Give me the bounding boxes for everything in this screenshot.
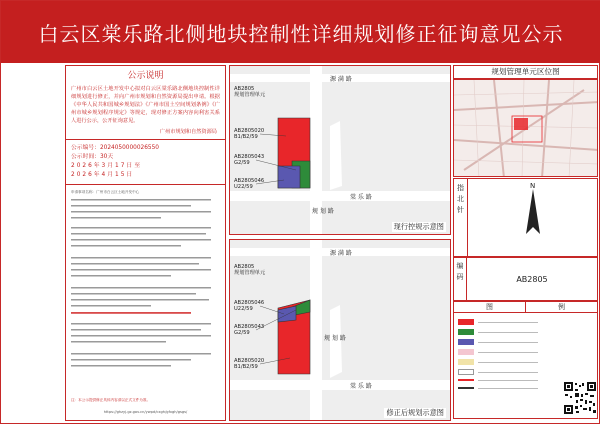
- parcel-sub-1: B1/B2/59: [234, 134, 258, 140]
- current-plan-map: [229, 65, 451, 235]
- road-label: 源 满 路: [330, 76, 352, 83]
- notice-title: 公示说明: [127, 71, 164, 81]
- road-label: 棠 乐 路: [350, 194, 372, 201]
- current-plan-svg: [230, 66, 451, 235]
- unit-ref-sub: 规划管理单元: [234, 92, 266, 98]
- notice-date-to: 2026年4月15日: [71, 172, 135, 178]
- legend-line: [478, 332, 538, 333]
- legend-swatch-red: [458, 319, 474, 325]
- fine-print: [66, 189, 225, 404]
- parcel-label-2: AB2805043: [234, 324, 265, 330]
- notice-date-from: 2026年3月17日至: [71, 163, 143, 169]
- svg-text:N: N: [530, 182, 536, 190]
- parcel-sub-3: B1/B2/59: [234, 364, 258, 370]
- revised-plan-map: [229, 239, 451, 421]
- parcel-label-1: AB2805020: [234, 128, 265, 134]
- parcel-sub-1: U22/59: [234, 306, 253, 312]
- legend-line: [478, 342, 538, 343]
- road-label: 棠 乐 路: [350, 383, 372, 390]
- code-value: AB2805: [467, 257, 598, 301]
- parcel-label-1: AB2805046: [234, 300, 265, 306]
- legend-line: [478, 352, 538, 353]
- unit-ref: AB2805: [234, 86, 255, 92]
- road-label: 规 划 路: [324, 335, 346, 342]
- location-map: [453, 79, 598, 177]
- parcel-sub-2: G2/59: [234, 160, 250, 166]
- notice-url[interactable]: https://ghzyj.gz.gov.cn/ywpd/cxgh/gfxgh/gsgs/: [103, 409, 188, 414]
- divider: [66, 139, 225, 140]
- legend-line: [478, 372, 538, 373]
- legend-swatch-green: [458, 329, 474, 335]
- north-arrow-icon: [468, 179, 599, 258]
- legend-swatch-redline: [458, 379, 474, 381]
- unit-ref: AB2805: [234, 264, 255, 270]
- legend-swatch-road: [458, 369, 474, 375]
- fine-print-line: 申请事项名称：广州市白云区土地开发中心: [71, 190, 140, 194]
- legend-swatch-pink: [458, 349, 474, 355]
- fine-print-red: 注：本公示提供修正具体内容请以正式文件为准。: [71, 398, 151, 403]
- legend-header: [453, 301, 598, 313]
- unit-ref-sub: 规划管理单元: [234, 270, 266, 276]
- legend-line: [478, 362, 538, 363]
- current-plan-caption: 现行控规示意图: [393, 222, 444, 231]
- parcel-label-2: AB2805043: [234, 154, 265, 160]
- road-label: 规 划 路: [312, 208, 334, 215]
- legend-line: [478, 322, 538, 323]
- legend-line: [478, 388, 538, 389]
- legend-line: [478, 380, 538, 381]
- notice-period: 公示时间：30天: [71, 154, 114, 160]
- code-label: 编码: [453, 257, 467, 301]
- notice-org: 广州市规划和自然资源局: [159, 129, 217, 135]
- revised-plan-svg: [230, 240, 451, 421]
- revised-plan-caption: 修正后规划示意图: [386, 408, 444, 417]
- parcel-label-3: AB2805046: [234, 178, 265, 184]
- legend-swatch-purple: [458, 339, 474, 345]
- notice-body: 广州市白云区土地开发中心拟对白云区棠乐路北侧地块控制性详细规划进行修正，并向广州市规划和自然资源局提出申请。根据《中华人民共和国城乡规划法》《广州市国土空间规划条例》《广州市城乡规划程序规定》等规定，现对修正方案内容向利害关系人进行公示，公开征询意见。: [71, 86, 220, 124]
- location-map-title: 规划管理单元区位图: [453, 65, 598, 79]
- notice-info: [66, 144, 225, 180]
- parcel-label-3: AB2805020: [234, 358, 265, 364]
- legend-swatch-blackline: [458, 387, 474, 389]
- right-panel: [453, 65, 598, 421]
- fine-print-lines: [71, 195, 221, 395]
- divider: [66, 184, 225, 185]
- parcel-sub-2: G2/59: [234, 330, 250, 336]
- notice-panel: [65, 65, 226, 421]
- legend-swatch-yellow: [458, 359, 474, 365]
- north-arrow-label: 指北针: [454, 179, 468, 258]
- road-label: 源 满 路: [330, 250, 352, 257]
- header-banner: [1, 1, 600, 63]
- location-map-svg: [454, 80, 598, 177]
- qr-code-icon[interactable]: [563, 381, 597, 415]
- legend-head-1: 图: [454, 302, 526, 312]
- notice-code: 公示编号：2024050000026550: [71, 145, 159, 151]
- parcel-sub-3: U22/59: [234, 184, 253, 190]
- page-title: 白云区棠乐路北侧地块控制性详细规划修正征询意见公示: [38, 21, 564, 46]
- north-arrow-box: [453, 178, 598, 257]
- legend-head-2: 例: [558, 303, 565, 311]
